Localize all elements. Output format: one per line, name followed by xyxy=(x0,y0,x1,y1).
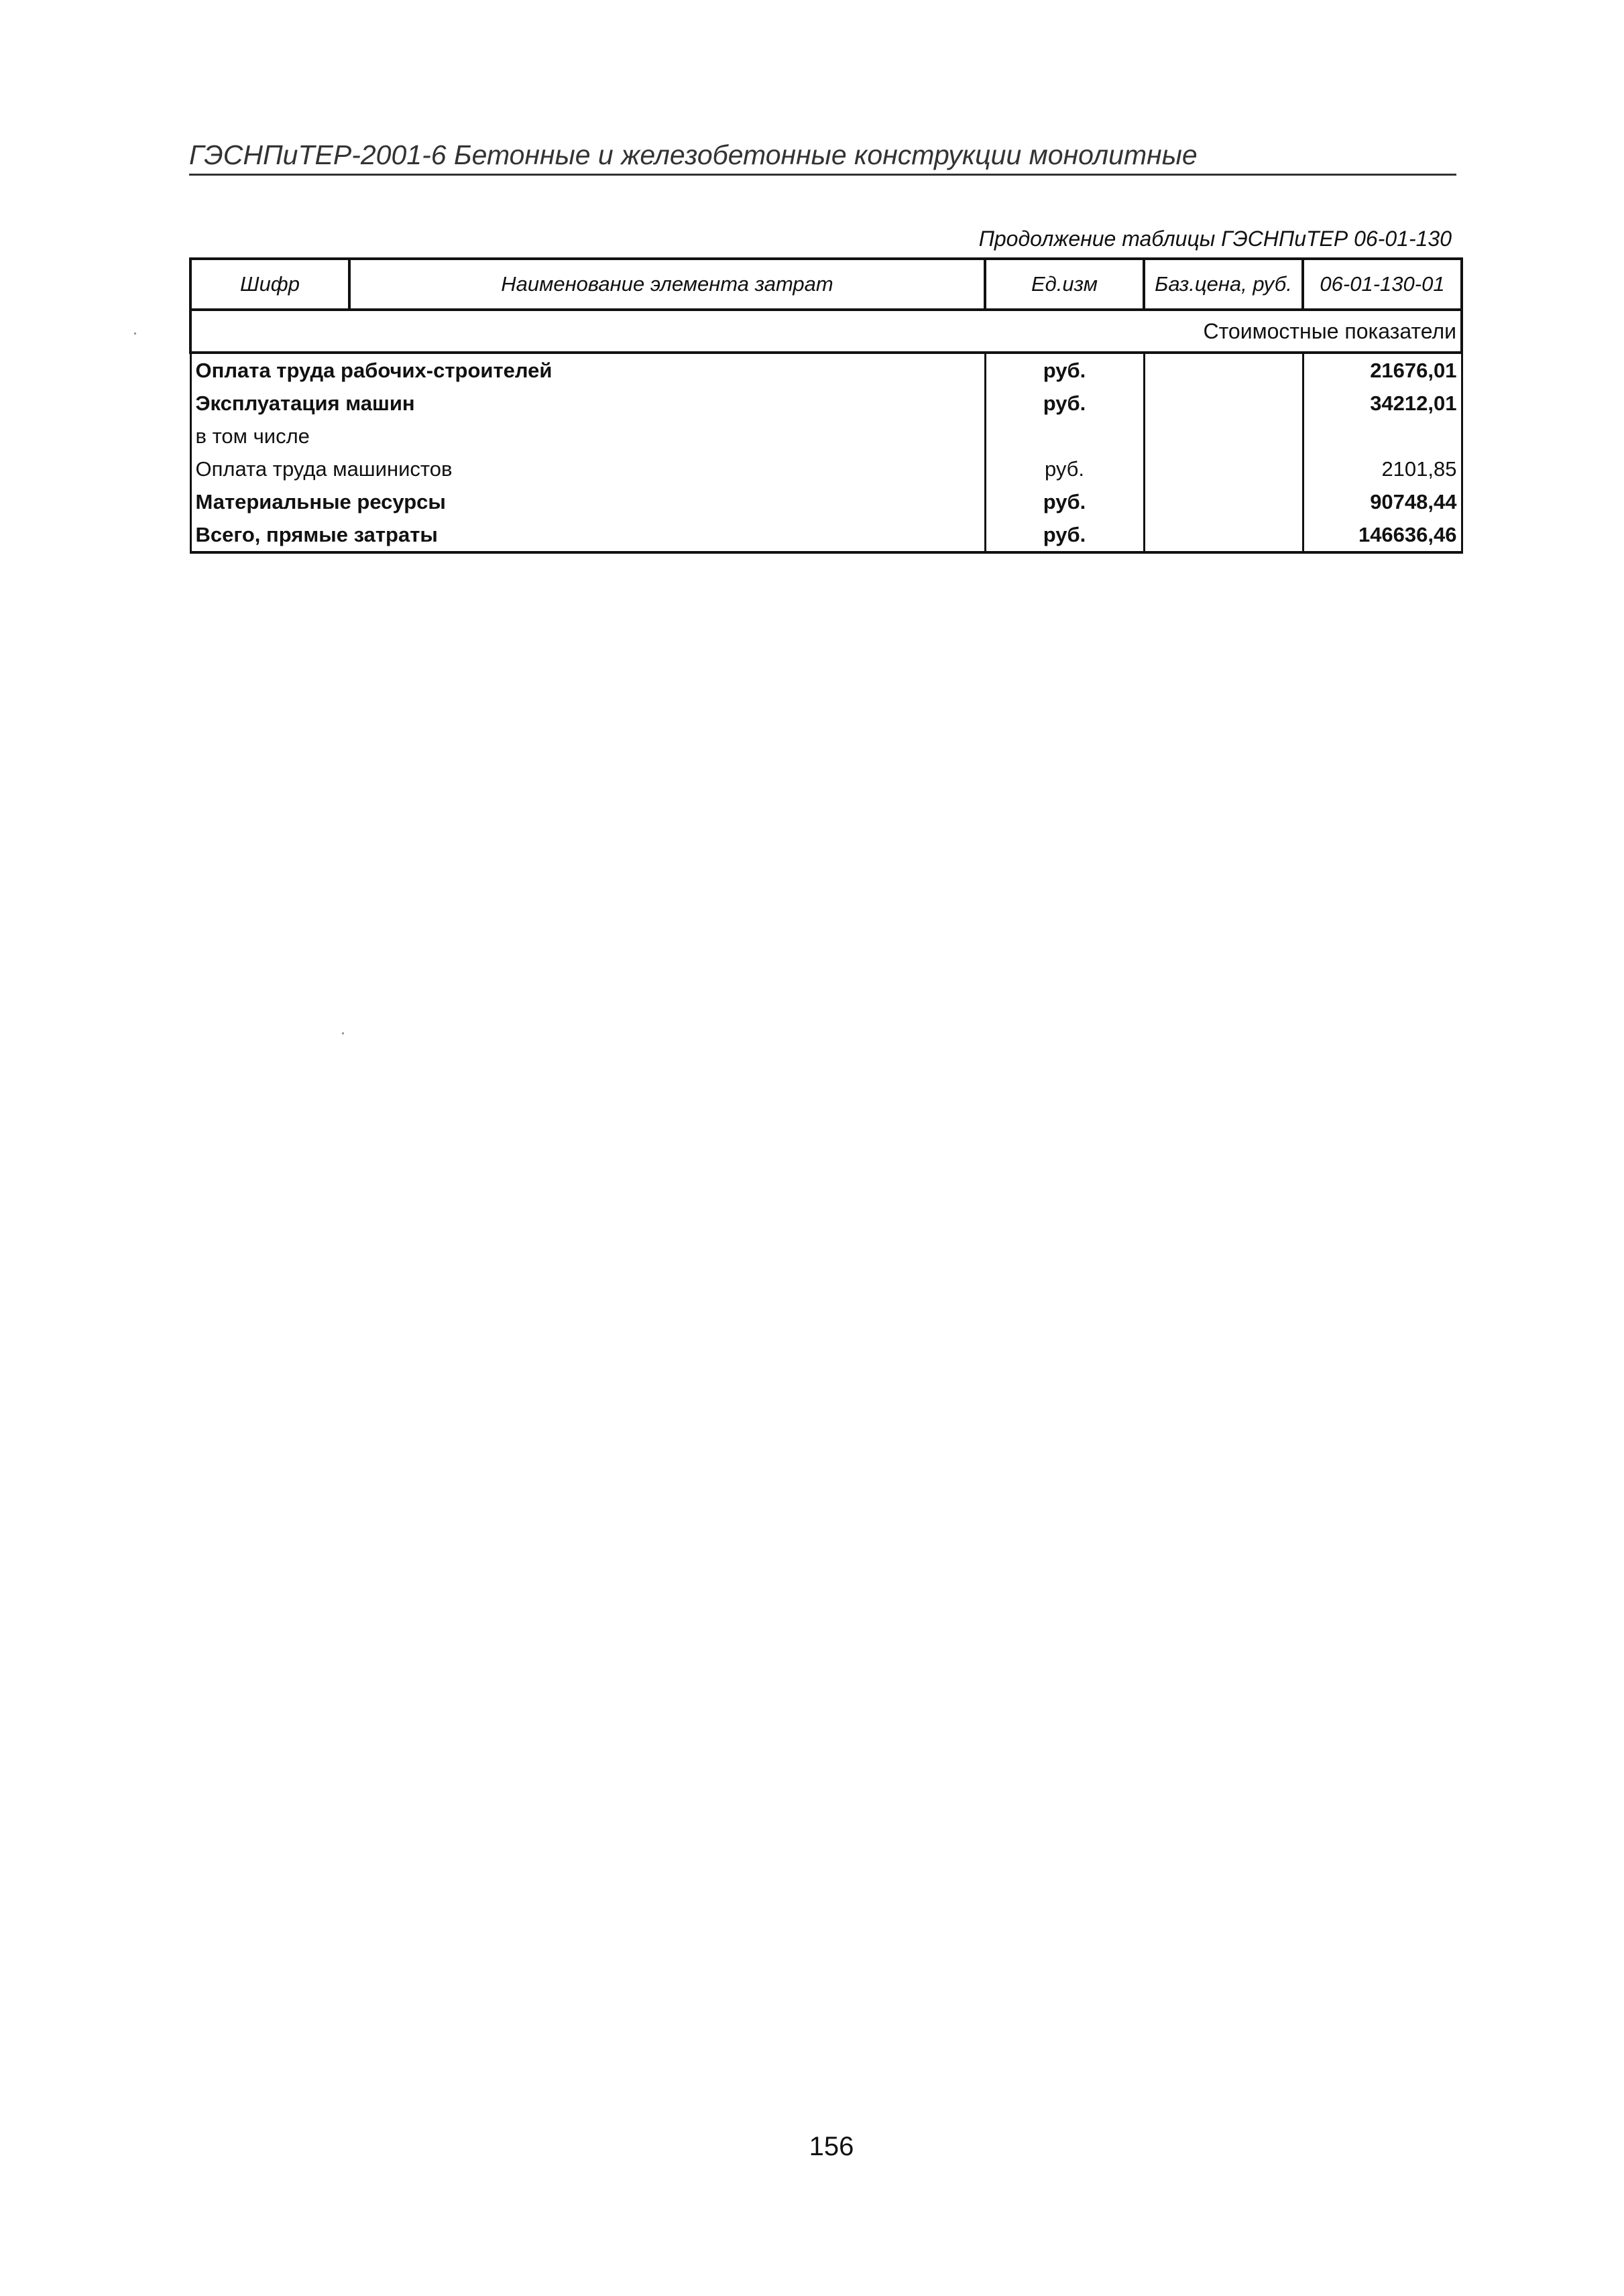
row-name: в том числе xyxy=(190,420,985,452)
table-row xyxy=(190,452,1462,485)
row-value: 90748,44 xyxy=(1303,485,1462,518)
column-header-base-price: Баз.цена, руб. xyxy=(1144,259,1303,310)
cost-rows xyxy=(190,353,1462,552)
column-header-unit: Ед.изм xyxy=(985,259,1144,310)
row-name: Оплата труда рабочих-строителей xyxy=(190,353,985,387)
row-unit xyxy=(985,420,1144,452)
table-row xyxy=(190,518,1462,552)
row-value: 146636,46 xyxy=(1303,518,1462,552)
table-row xyxy=(190,485,1462,518)
row-unit: руб. xyxy=(985,485,1144,518)
table-continuation-caption: Продолжение таблицы ГЭСНПиТЕР 06-01-130 xyxy=(978,227,1452,251)
row-base-price xyxy=(1144,353,1303,387)
row-value: 34212,01 xyxy=(1303,387,1462,420)
table-row xyxy=(190,387,1462,420)
page-number: 156 xyxy=(809,2132,854,2161)
row-base-price xyxy=(1144,452,1303,485)
row-unit: руб. xyxy=(985,353,1144,387)
row-base-price xyxy=(1144,485,1303,518)
row-base-price xyxy=(1144,420,1303,452)
table-row xyxy=(190,420,1462,452)
row-name: Материальные ресурсы xyxy=(190,485,985,518)
row-name: Оплата труда машинистов xyxy=(190,452,985,485)
scan-speck xyxy=(134,333,136,335)
section-row xyxy=(190,310,1462,353)
row-base-price xyxy=(1144,387,1303,420)
scan-speck xyxy=(342,1032,344,1034)
row-name: Всего, прямые затраты xyxy=(190,518,985,552)
row-unit: руб. xyxy=(985,387,1144,420)
row-name: Эксплуатация машин xyxy=(190,387,985,420)
row-unit: руб. xyxy=(985,452,1144,485)
row-value: 2101,85 xyxy=(1303,452,1462,485)
row-unit: руб. xyxy=(985,518,1144,552)
table-header-row xyxy=(190,259,1462,310)
row-value: 21676,01 xyxy=(1303,353,1462,387)
column-header-name: Наименование элемента затрат xyxy=(349,259,985,310)
section-label: Стоимостные показатели xyxy=(190,310,1462,353)
cost-table xyxy=(189,257,1463,554)
running-title: ГЭСНПиТЕР-2001-6 Бетонные и железобетонные конструкции монолитные xyxy=(189,139,1456,176)
table-row xyxy=(190,353,1462,387)
row-base-price xyxy=(1144,518,1303,552)
column-header-code: Шифр xyxy=(190,259,349,310)
column-header-norm-code: 06-01-130-01 xyxy=(1303,259,1462,310)
row-value xyxy=(1303,420,1462,452)
